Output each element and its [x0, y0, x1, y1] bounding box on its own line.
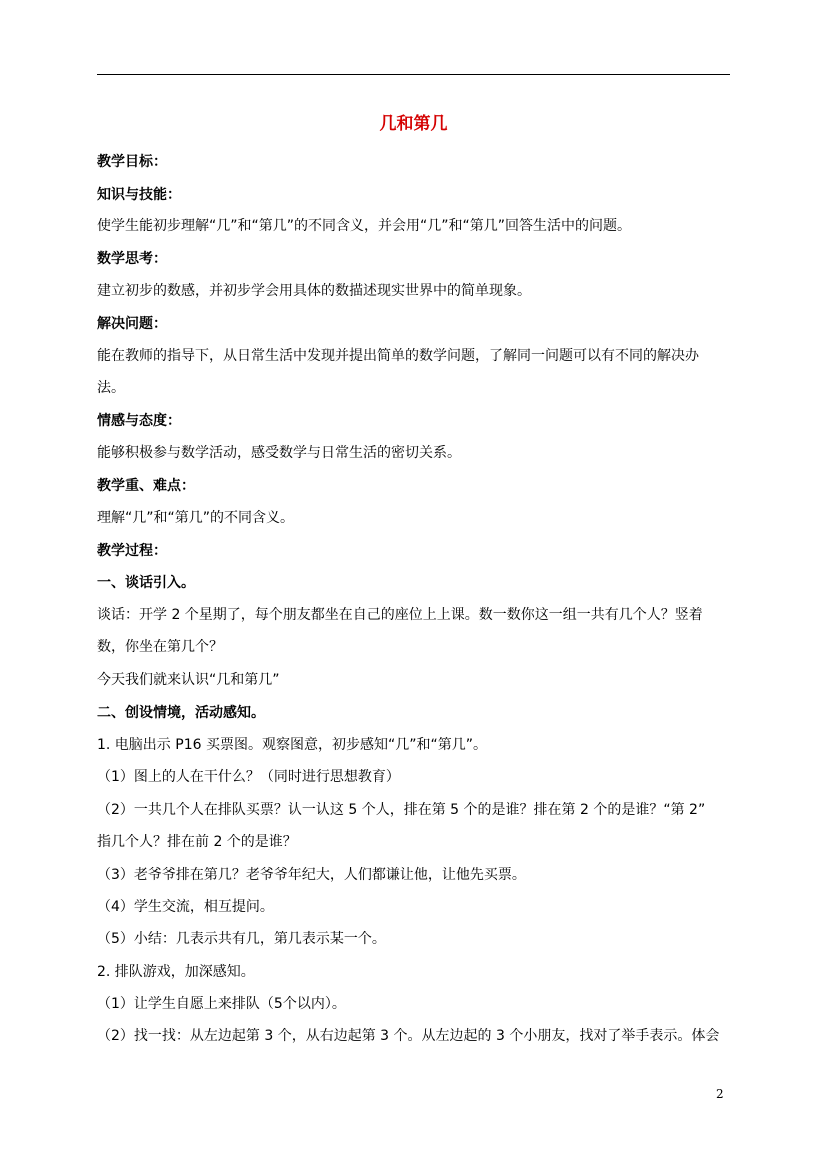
paragraph-line: （1）让学生自愿上来排队（5个以内）。: [97, 996, 346, 1012]
paragraph-line: 法。: [97, 380, 125, 396]
paragraph-line: （4）学生交流，相互提问。: [97, 899, 274, 915]
paragraph-line: 1. 电脑出示 P16 买票图。观察图意，初步感知“几”和“第几”。: [97, 737, 487, 753]
paragraph-line: （5）小结：几表示共有几，第几表示某一个。: [97, 931, 386, 947]
paragraph-line: 使学生能初步理解“几”和“第几”的不同含义，并会用“几”和“第几”回答生活中的问题。: [97, 218, 632, 234]
heading-section-two: 二、创设情境，活动感知。: [97, 705, 265, 721]
paragraph-line: 建立初步的数感，并初步学会用具体的数描述现实世界中的简单现象。: [97, 283, 531, 299]
document-title: 几和第几: [379, 114, 448, 134]
header-rule: [97, 74, 730, 75]
paragraph-line: （3）老爷爷排在第几？老爷爷年纪大，人们都谦让他，让他先买票。: [97, 867, 526, 883]
paragraph-line: 2. 排队游戏，加深感知。: [97, 964, 255, 980]
heading-knowledge-skills: 知识与技能：: [97, 187, 181, 203]
paragraph-line: 理解“几”和“第几”的不同含义。: [97, 510, 295, 526]
paragraph-line: （2）一共几个人在排队买票？认一认这 5 个人，排在第 5 个的是谁？排在第 2 个的是谁？“第 2”: [97, 802, 706, 818]
paragraph-line: 数，你坐在第几个？: [97, 639, 223, 655]
paragraph-line: 今天我们就来认识“几和第几”: [97, 672, 280, 688]
heading-key-points: 教学重、难点：: [97, 478, 195, 494]
paragraph-line: 能在教师的指导下，从日常生活中发现并提出简单的数学问题，了解同一问题可以有不同的解决办: [97, 348, 699, 364]
paragraph-line: 能够积极参与数学活动，感受数学与日常生活的密切关系。: [97, 445, 461, 461]
heading-teaching-goals: 教学目标：: [97, 154, 167, 170]
heading-section-one: 一、谈话引入。: [97, 575, 195, 591]
heading-problem-solving: 解决问题：: [97, 316, 167, 332]
paragraph-line: 指几个人？排在前 2 个的是谁？: [97, 834, 297, 850]
heading-emotion-attitude: 情感与态度：: [97, 413, 181, 429]
heading-teaching-process: 教学过程：: [97, 543, 167, 559]
paragraph-line: （2）找一找：从左边起第 3 个，从右边起第 3 个。从左边起的 3 个小朋友，找对了举手表示。体会: [97, 1028, 720, 1044]
paragraph-line: （1）图上的人在干什么？（同时进行思想教育）: [97, 769, 400, 785]
paragraph-line: 谈话：开学 2 个星期了，每个朋友都坐在自己的座位上上课。数一数你这一组一共有几个人？竖着: [97, 607, 703, 623]
heading-math-thinking: 数学思考：: [97, 251, 167, 267]
page-number: 2: [716, 1087, 724, 1101]
